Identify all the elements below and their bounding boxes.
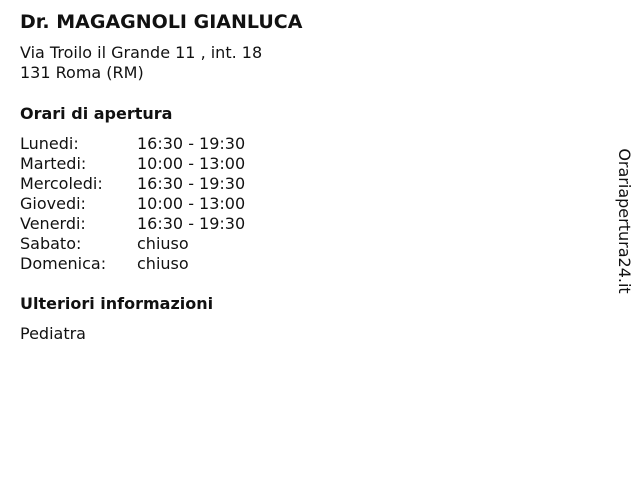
address	[20, 43, 262, 83]
further-info-heading: Ulteriori informazioni	[20, 294, 214, 313]
day-label: Mercoledi:	[20, 174, 103, 193]
hours-value: chiuso	[137, 234, 189, 253]
opening-hours-heading: Orari di apertura	[20, 104, 173, 123]
hours-row-tuesday	[20, 154, 245, 174]
site-watermark: Orariapertura24.it	[615, 148, 634, 294]
hours-value: 10:00 - 13:00	[137, 194, 246, 213]
hours-row-monday	[20, 134, 245, 154]
hours-row-thursday	[20, 194, 245, 214]
day-label: Sabato:	[20, 234, 82, 253]
day-label: Lunedi:	[20, 134, 79, 153]
day-label: Martedi:	[20, 154, 87, 173]
hours-row-sunday	[20, 254, 245, 274]
day-label: Domenica:	[20, 254, 107, 273]
hours-value: 16:30 - 19:30	[137, 174, 246, 193]
hours-row-wednesday	[20, 174, 245, 194]
address-city: 131 Roma (RM)	[20, 63, 144, 82]
hours-row-friday	[20, 214, 245, 234]
hours-row-saturday	[20, 234, 245, 254]
day-label: Venerdi:	[20, 214, 86, 233]
hours-value: 16:30 - 19:30	[137, 134, 246, 153]
opening-hours-table	[20, 134, 245, 274]
address-street: Via Troilo il Grande 11 , int. 18	[20, 43, 263, 62]
doctor-name: Dr. MAGAGNOLI GIANLUCA	[20, 11, 303, 33]
hours-value: 10:00 - 13:00	[137, 154, 246, 173]
hours-value: chiuso	[137, 254, 189, 273]
specialty-text: Pediatra	[20, 324, 86, 343]
day-label: Giovedi:	[20, 194, 86, 213]
hours-value: 16:30 - 19:30	[137, 214, 246, 233]
